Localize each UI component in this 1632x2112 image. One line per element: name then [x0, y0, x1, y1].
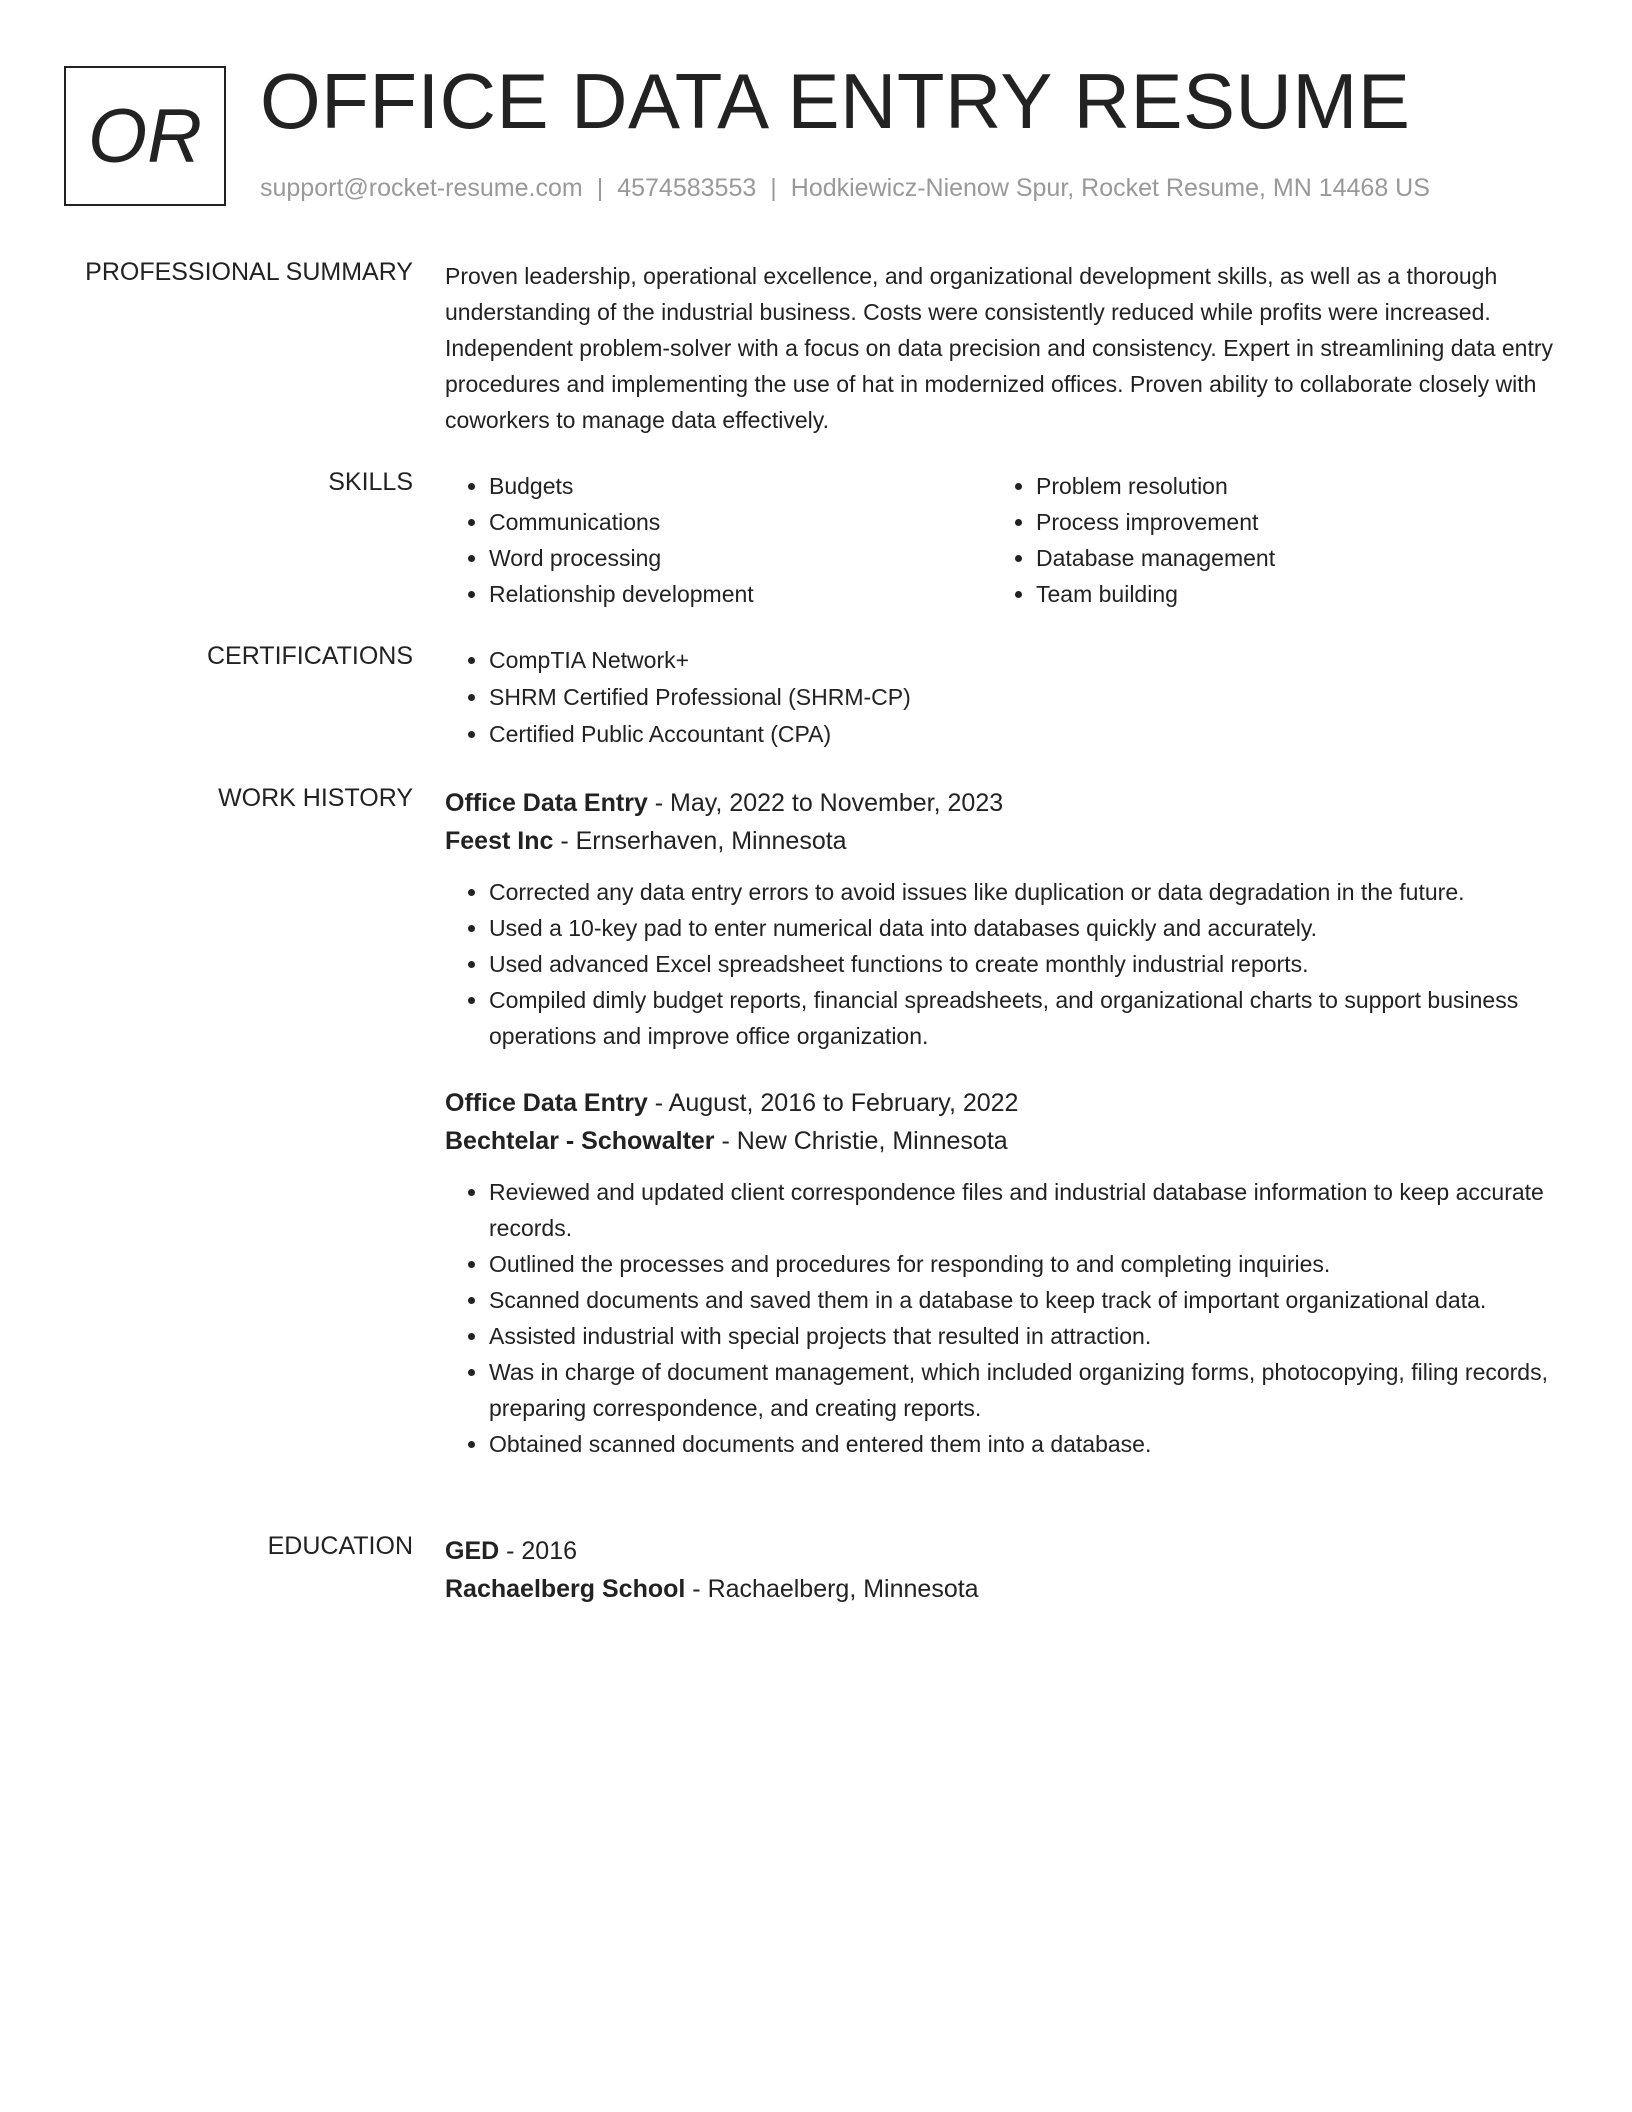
monogram-initials: OR: [88, 93, 202, 179]
education-label: EDUCATION: [267, 1532, 413, 1560]
job-entry: [445, 784, 1557, 1054]
education-body: [445, 1532, 1557, 1608]
work-history-body: [445, 784, 1557, 1462]
job-bullet: • Reviewed and updated client correspondence files and industrial database information to keep accurate records.: [489, 1174, 1557, 1246]
job-bullet: • Used a 10-key pad to enter numerical data into databases quickly and accurately.: [489, 910, 1557, 946]
skills-list-left: [445, 468, 992, 612]
education-degree: GED: [445, 1537, 500, 1565]
education-location: - Rachaelberg, Minnesota: [685, 1575, 979, 1603]
certification-item: • SHRM Certified Professional (SHRM-CP): [489, 679, 1557, 716]
job-company-line: [445, 1122, 1557, 1160]
job-bullet: • Corrected any data entry errors to avoid issues like duplication or data degradation in the future.: [489, 874, 1557, 910]
skills-body: [445, 468, 1557, 612]
job-dates: - May, 2022 to November, 2023: [647, 789, 1004, 817]
job-title-line: [445, 784, 1557, 822]
contact-address: Hodkiewicz-Nienow Spur, Rocket Resume, MN 14468 US: [790, 174, 1430, 202]
skill-item: • Budgets: [489, 468, 992, 504]
job-bullet: • Used advanced Excel spreadsheet functions to create monthly industrial reports.: [489, 946, 1557, 982]
summary-text: Proven leadership, operational excellence, and organizational development skills, as well as a thorough understanding of the industrial business. Costs were consistently reduced while profits were increased. Independent problem-solver with a focus on data precision and consistency. Expert in streamlining data entry procedures and implementing the use of hat in modernized offices. Proven ability to collaborate closely with coworkers to manage data effectively.: [445, 263, 1554, 433]
job-company-line: [445, 822, 1557, 860]
certifications-label: CERTIFICATIONS: [206, 642, 413, 670]
skills-list-right: [992, 468, 1539, 612]
monogram-badge: [64, 66, 226, 206]
skill-item: • Word processing: [489, 540, 992, 576]
job-bullet: • Compiled dimly budget reports, financial spreadsheets, and organizational charts to support business operations and improve office organization.: [489, 982, 1557, 1054]
job-dates: - August, 2016 to February, 2022: [647, 1089, 1019, 1117]
contact-separator: |: [596, 174, 604, 202]
skill-item: • Database management: [1036, 540, 1539, 576]
job-company: Feest Inc: [445, 827, 554, 855]
job-bullet: • Was in charge of document management, which included organizing forms, photocopying, filing records, preparing correspondence, and creating reports.: [489, 1354, 1557, 1426]
certification-item: • Certified Public Accountant (CPA): [489, 716, 1557, 753]
job-title: Office Data Entry: [445, 789, 648, 817]
contact-separator: |: [770, 174, 777, 202]
job-bullet: • Outlined the processes and procedures for responding to and completing inquiries.: [489, 1246, 1557, 1282]
education-school: Rachaelberg School: [445, 1575, 686, 1603]
education-degree-line: [445, 1532, 1557, 1570]
skill-item: • Communications: [489, 504, 992, 540]
certifications-list: [445, 642, 1557, 753]
contact-line: [260, 174, 1430, 203]
work-history-label: WORK HISTORY: [218, 784, 413, 812]
skill-item: • Process improvement: [1036, 504, 1539, 540]
skill-item: • Team building: [1036, 576, 1539, 612]
skill-item: • Problem resolution: [1036, 468, 1539, 504]
job-bullet: • Obtained scanned documents and entered them into a database.: [489, 1426, 1557, 1462]
job-title: Office Data Entry: [445, 1089, 648, 1117]
certifications-body: [445, 642, 1557, 753]
job-bullet: • Scanned documents and saved them in a database to keep track of important organizational data.: [489, 1282, 1557, 1318]
job-title-line: [445, 1084, 1557, 1122]
certification-item: • CompTIA Network+: [489, 642, 1557, 679]
education-school-line: [445, 1570, 1557, 1608]
skills-label: SKILLS: [328, 468, 413, 496]
summary-label: PROFESSIONAL SUMMARY: [85, 258, 413, 286]
skill-item: • Relationship development: [489, 576, 992, 612]
skills-columns: [445, 468, 1557, 612]
job-bullets: [445, 1174, 1557, 1462]
job-company: Bechtelar - Schowalter: [445, 1127, 715, 1155]
job-entry: [445, 1084, 1557, 1462]
job-location: - New Christie, Minnesota: [714, 1127, 1008, 1155]
job-bullet: • Assisted industrial with special projects that resulted in attraction.: [489, 1318, 1557, 1354]
contact-phone[interactable]: 4574583553: [617, 174, 757, 202]
resume-title: OFFICE DATA ENTRY RESUME: [260, 57, 1411, 145]
contact-email[interactable]: support@rocket-resume.com: [260, 174, 583, 202]
education-year: - 2016: [499, 1537, 578, 1565]
summary-body: [445, 258, 1557, 438]
job-bullets: [445, 874, 1557, 1054]
job-location: - Ernserhaven, Minnesota: [553, 827, 847, 855]
